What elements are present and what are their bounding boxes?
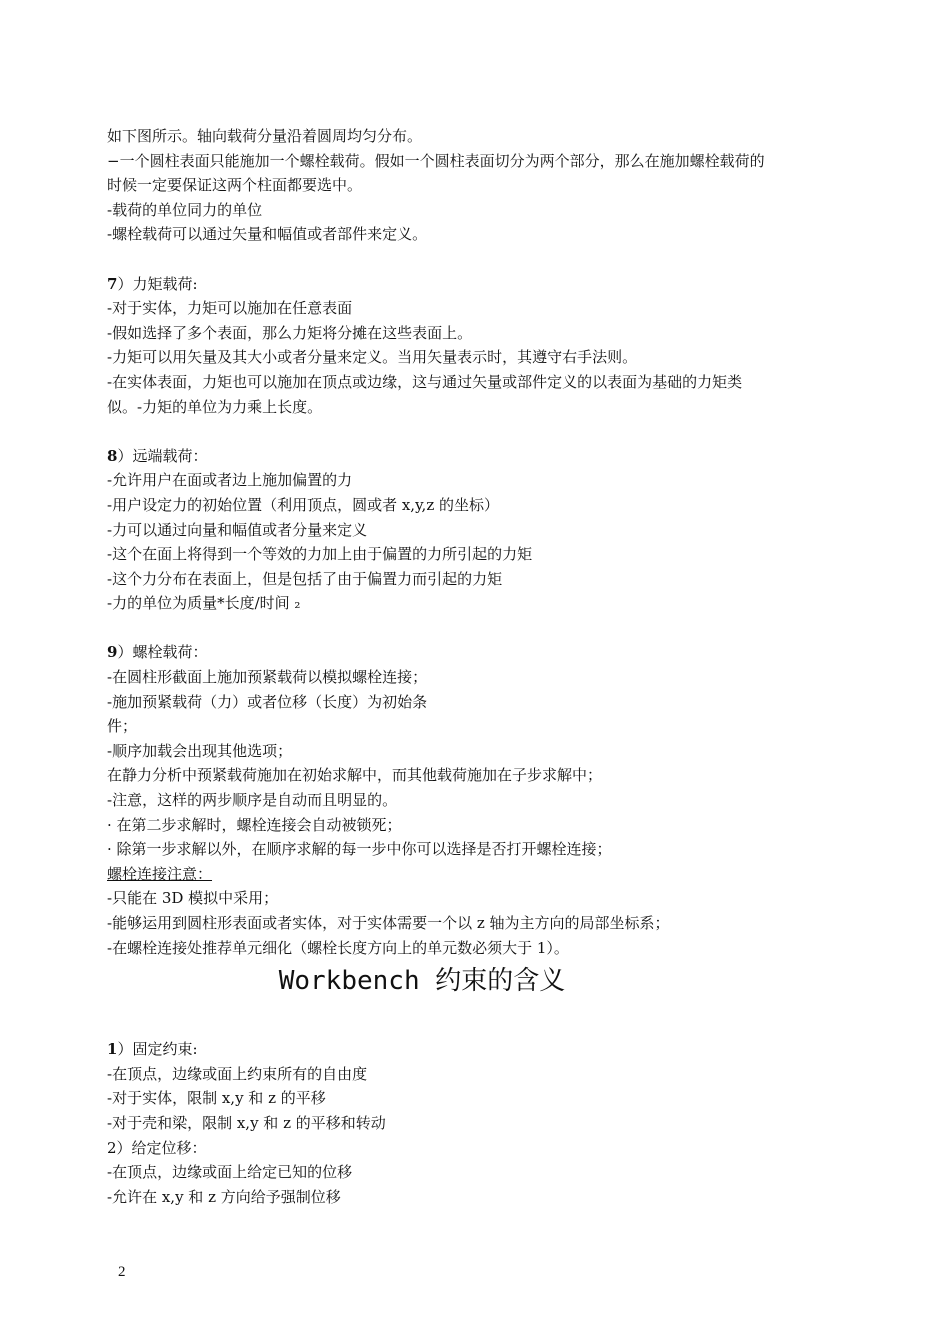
text-line: -注意，这样的两步顺序是自动而且明显的。 xyxy=(107,791,398,810)
text-line: -顺序加载会出现其他选项； xyxy=(107,741,293,760)
text-line: -施加预紧载荷（力）或者位移（长度）为初始条 xyxy=(107,692,428,711)
section-8-title xyxy=(107,444,867,469)
text-line: -螺栓载荷可以通过矢量和幅值或者部件来定义。 xyxy=(107,225,428,244)
blank-line xyxy=(107,616,867,641)
text-line: -允许用户在面或者边上施加偏置的力 xyxy=(107,471,353,490)
text-line: -只能在 3D 模拟中采用； xyxy=(107,889,279,908)
section-title-text: ）远端载荷： xyxy=(117,446,208,465)
text-line: 如下图所示。轴向载荷分量沿着圆周均匀分布。 xyxy=(107,127,423,145)
text-line: -力可以通过向量和幅值或者分量来定义 xyxy=(107,520,368,539)
text-line: -在螺栓连接处推荐单元细化（螺栓长度方向上的单元数必须大于 1）。 xyxy=(107,938,569,957)
text-line: -对于壳和梁，限制 x,y 和 z 的平移和转动 xyxy=(107,1113,386,1132)
text-line: -能够运用到圆柱形表面或者实体，对于实体需要一个以 z 轴为主方向的局部坐标系； xyxy=(107,914,670,932)
section-title-text: ）螺栓载荷： xyxy=(117,643,208,662)
text-line: -假如选择了多个表面，那么力矩将分摊在这些表面上。 xyxy=(107,323,473,342)
page-number: 2 xyxy=(118,1264,126,1280)
text-line: -力矩可以用矢量及其大小或者分量来定义。当用矢量表示时，其遵守右手法则。 xyxy=(107,348,638,367)
text-line: · 在第二步求解时，螺栓连接会自动被锁死； xyxy=(107,815,402,834)
text-line: -在圆柱形截面上施加预紧载荷以模拟螺栓连接； xyxy=(107,668,428,687)
section-title-text: ）固定约束: xyxy=(117,1040,198,1059)
text-line: -用户设定力的初始位置（利用顶点，圆或者 x,y,z 的坐标） xyxy=(107,495,499,514)
section-heading: Workbench 约束的含义 xyxy=(278,966,566,997)
text-line: -对于实体，限制 x,y 和 z 的平移 xyxy=(107,1089,326,1108)
section-title-text: ）力矩载荷: xyxy=(117,274,198,293)
section-7-title xyxy=(107,272,867,297)
blank-line xyxy=(107,247,867,272)
section-number: 1 xyxy=(107,1040,118,1059)
bolt-note-title: 螺栓连接注意： xyxy=(107,864,213,883)
text-line: -力的单位为质量*长度/时间 ₂ xyxy=(107,594,301,613)
text-line: 在静力分析中预紧载荷施加在初始求解中，而其他载荷施加在子步求解中； xyxy=(107,766,603,785)
text-line: · 除第一步求解以外，在顺序求解的每一步中你可以选择是否打开螺栓连接； xyxy=(107,840,612,859)
text-line: 件； xyxy=(107,717,138,736)
blank-line xyxy=(107,419,867,444)
text-line: −一个圆柱表面只能施加一个螺栓载荷。假如一个圆柱表面切分为两个部分，那么在施加螺栓载荷的 xyxy=(107,151,765,170)
section-number: 7 xyxy=(107,274,118,293)
text-line: -在顶点，边缘或面上约束所有的自由度 xyxy=(107,1064,368,1083)
text-line: -载荷的单位同力的单位 xyxy=(107,200,263,219)
text-line: 似。-力矩的单位为力乘上长度。 xyxy=(107,397,323,416)
text-line: -允许在 x,y 和 z 方向给予强制位移 xyxy=(107,1187,341,1206)
text-line: 时候一定要保证这两个柱面都要选中。 xyxy=(107,176,363,195)
page-body xyxy=(107,124,867,1209)
text-line: -在顶点，边缘或面上给定已知的位移 xyxy=(107,1163,353,1182)
text-line: -在实体表面，力矩也可以施加在顶点或边缘，这与通过矢量或部件定义的以表面为基础的力矩类 xyxy=(107,372,743,391)
section-number: 9 xyxy=(107,643,118,662)
text-line: -这个力分布在表面上，但是包括了由于偏置力而引起的力矩 xyxy=(107,569,503,588)
text-line: -这个在面上将得到一个等效的力加上由于偏置的力所引起的力矩 xyxy=(107,545,533,564)
section-9-title xyxy=(107,640,867,665)
text-line: -对于实体，力矩可以施加在任意表面 xyxy=(107,299,353,318)
section-number: 8 xyxy=(107,446,118,465)
constraint-1-title xyxy=(107,1037,867,1062)
constraint-2-title: 2）给定位移： xyxy=(107,1138,207,1157)
